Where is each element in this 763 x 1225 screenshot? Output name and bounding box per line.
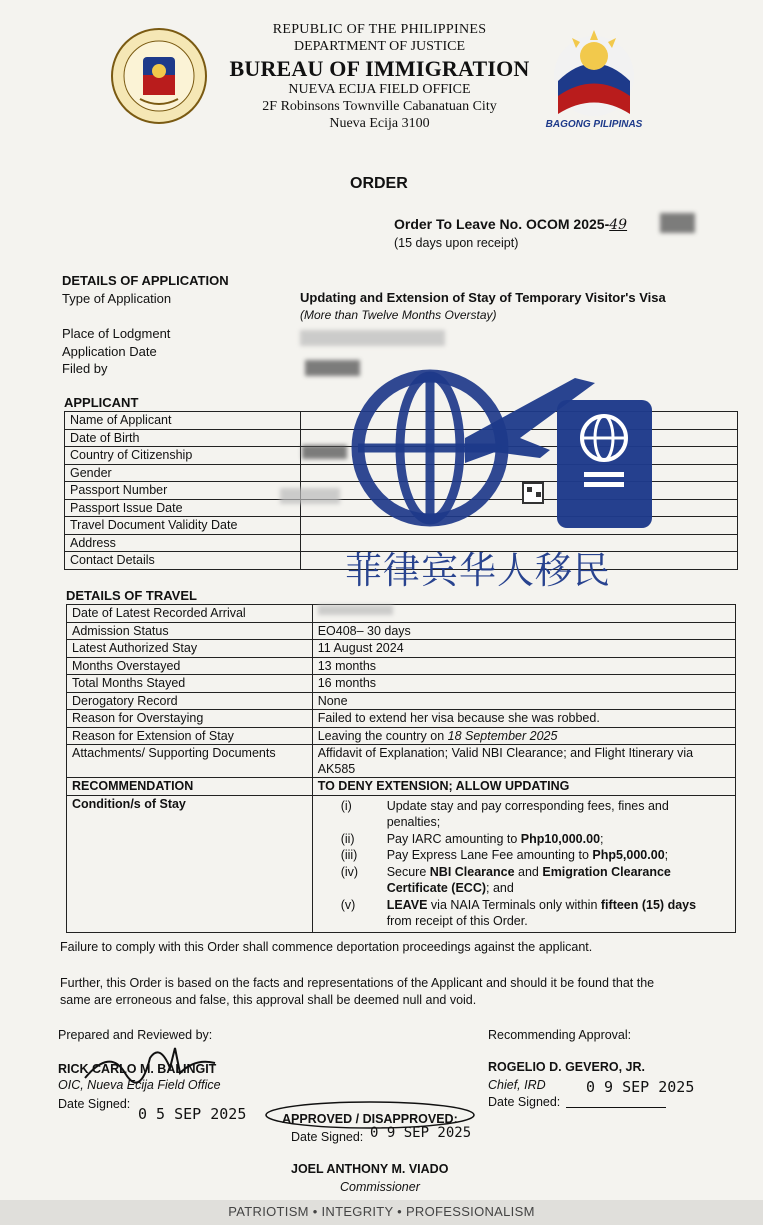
type-of-application-label: Type of Application (62, 291, 172, 306)
applicant-field-label: Date of Birth (65, 429, 301, 447)
condition-text (387, 847, 729, 864)
condition-text-part: ; (664, 848, 669, 862)
conditions-list (312, 795, 735, 932)
prepared-title: OIC, Nueva Ecija Field Office (58, 1078, 221, 1092)
condition-text-part: Pay IARC amounting to (386, 831, 521, 846)
applicant-field-label: Passport Issue Date (65, 499, 301, 517)
extension-label: Reason for Extension of Stay (67, 727, 313, 745)
condition-num: (ii) (340, 831, 355, 846)
passport-redaction (280, 488, 340, 504)
condition-text-line: Update stay and pay corresponding fees, fines and (386, 798, 669, 813)
travel-row (67, 692, 736, 710)
applicant-field-label: Name of Applicant (65, 412, 301, 430)
footer-motto: PATRIOTISM • INTEGRITY • PROFESSIONALISM (228, 1204, 535, 1219)
travel-field-value: 16 months (312, 675, 735, 693)
commissioner-name: JOEL ANTHONY M. VIADO (291, 1162, 449, 1176)
condition-text-part: Pay Express Lane Fee amounting to (386, 848, 593, 862)
approved-date-stamp: 0 9 SEP 2025 (370, 1125, 472, 1141)
travel-row-extension (67, 727, 736, 745)
header-field-office: NUEVA ECIJA FIELD OFFICE (288, 82, 471, 97)
order-number-label: Order To Leave No. OCOM 2025- (394, 216, 610, 232)
applicant-field-label: Contact Details (65, 552, 301, 570)
failure-notice: Failure to comply with this Order shall commence deportation proceedings against the applicant. (60, 940, 593, 954)
header-bureau: BUREAU OF IMMIGRATION (229, 56, 530, 81)
travel-row (67, 675, 736, 693)
condition-emphasis: fifteen (15) days (600, 897, 697, 912)
condition-emphasis: LEAVE (386, 897, 428, 912)
prepared-date-stamp: 0 5 SEP 2025 (138, 1105, 247, 1123)
condition-num: (v) (340, 897, 356, 912)
applicant-section-title: APPLICANT (64, 395, 139, 410)
order-number (394, 216, 627, 233)
conditions-label: Condition/s of Stay (67, 795, 313, 932)
prepared-label: Prepared and Reviewed by: (58, 1028, 213, 1042)
condition-amount: Php5,000.00 (592, 848, 665, 862)
bagong-pilipinas-label: BAGONG PILIPINAS (545, 119, 643, 130)
travel-field-value: EO408– 30 days (312, 622, 735, 640)
travel-field-label: Months Overstayed (67, 657, 313, 675)
travel-field-value: None (312, 692, 735, 710)
condition-text-line: penalties; (386, 815, 441, 829)
bagong-pilipinas-logo (538, 26, 650, 134)
travel-row-conditions (67, 795, 736, 932)
condition-item (341, 798, 729, 831)
condition-text (387, 831, 729, 848)
condition-item (341, 897, 729, 930)
condition-text-part: Secure (386, 864, 430, 879)
header-city: Nueva Ecija 3100 (329, 116, 430, 131)
further-notice-line1: Further, this Order is based on the facts and representations of the Applicant and should it be found that the (60, 976, 655, 990)
travel-row-attachments (67, 745, 736, 778)
travel-field-label: Latest Authorized Stay (67, 640, 313, 658)
recommend-date-label: Date Signed: (488, 1095, 561, 1109)
travel-field-label: Derogatory Record (67, 692, 313, 710)
approved-date-label: Date Signed: (291, 1130, 364, 1144)
travel-field-label: Date of Latest Recorded Arrival (67, 605, 313, 623)
order-number-redaction (660, 213, 695, 233)
condition-amount: Php10,000.00 (520, 831, 601, 846)
recommend-name: ROGELIO D. GEVERO, JR. (488, 1060, 645, 1074)
extension-date: 18 September 2025 (447, 728, 558, 743)
condition-text-part: and (514, 864, 543, 879)
extension-value (312, 727, 735, 745)
applicant-field-label: Country of Citizenship (65, 447, 301, 465)
arrival-redaction (318, 605, 393, 615)
prepared-name: RICK CARLO M. BALINGIT (58, 1062, 217, 1076)
filed-by-label: Filed by (62, 361, 108, 376)
condition-item (341, 831, 729, 848)
condition-text-part: ; and (486, 881, 514, 895)
attachments-label: Attachments/ Supporting Documents (67, 745, 313, 778)
recommendation-value: TO DENY EXTENSION; ALLOW UPDATING (312, 778, 735, 796)
condition-emphasis: Emigration Clearance (542, 864, 671, 879)
condition-num: (iv) (340, 864, 359, 879)
recommendation-label: RECOMMENDATION (67, 778, 313, 796)
travel-row (67, 605, 736, 623)
attachments-value (312, 745, 735, 778)
condition-text-part: via NAIA Terminals only within (427, 897, 601, 912)
header-address: 2F Robinsons Townville Cabanatuan City (262, 99, 497, 114)
further-notice-line2: same are erroneous and false, this approval shall be deemed null and void. (60, 993, 477, 1007)
approved-label: APPROVED / DISAPPROVED: (282, 1112, 458, 1126)
condition-text-part: ; (600, 831, 604, 846)
attachments-line1: Affidavit of Explanation; Valid NBI Clearance; and Flight Itinerary via (317, 746, 694, 760)
condition-item (341, 847, 729, 864)
condition-emphasis: NBI Clearance (429, 864, 515, 879)
header-republic: REPUBLIC OF THE PHILIPPINES (272, 22, 487, 37)
attachments-line2: AK585 (317, 762, 356, 776)
application-section-title: DETAILS OF APPLICATION (62, 273, 229, 288)
applicant-field-label: Address (65, 534, 301, 552)
condition-text-part: from receipt of this Order. (386, 914, 528, 928)
condition-item (341, 864, 729, 897)
travel-row (67, 640, 736, 658)
travel-field-value: Failed to extend her visa because she was robbed. (312, 710, 735, 728)
applicant-field-label: Passport Number (65, 482, 301, 500)
recommend-label: Recommending Approval: (488, 1028, 632, 1042)
travel-section-title: DETAILS OF TRAVEL (66, 588, 197, 603)
travel-field-value: 11 August 2024 (312, 640, 735, 658)
extension-value-text: Leaving the country on (317, 728, 448, 743)
application-date-label: Application Date (62, 344, 157, 359)
travel-field-value: 13 months (312, 657, 735, 675)
recommend-date-stamp: 0 9 SEP 2025 (586, 1078, 695, 1096)
condition-num: (i) (340, 798, 352, 813)
place-of-lodgment-label: Place of Lodgment (62, 326, 171, 341)
travel-table (66, 604, 736, 933)
condition-text (387, 798, 729, 831)
type-of-application-note: (More than Twelve Months Overstay) (300, 308, 497, 322)
dob-redaction (302, 445, 347, 459)
order-title: ORDER (350, 175, 408, 192)
commissioner-title: Commissioner (340, 1180, 420, 1194)
lodgment-redaction (300, 330, 445, 346)
watermark-logo (345, 368, 665, 538)
header-department: DEPARTMENT OF JUSTICE (293, 39, 466, 54)
recommend-date-line (566, 1107, 666, 1108)
condition-text (387, 897, 729, 930)
travel-row-recommendation (67, 778, 736, 796)
watermark-text: 菲律宾华人移民 (345, 549, 611, 592)
condition-emphasis: Certificate (ECC) (386, 881, 487, 895)
applicant-field-label: Travel Document Validity Date (65, 517, 301, 535)
prepared-date-label: Date Signed: (58, 1097, 131, 1111)
order-validity: (15 days upon receipt) (394, 236, 519, 250)
travel-row (67, 622, 736, 640)
applicant-field-label: Gender (65, 464, 301, 482)
travel-field-label: Reason for Overstaying (67, 710, 313, 728)
type-of-application-value: Updating and Extension of Stay of Temporary Visitor's Visa (300, 290, 666, 305)
recommend-title: Chief, IRD (488, 1078, 546, 1092)
travel-field-label: Admission Status (67, 622, 313, 640)
condition-text (387, 864, 729, 897)
order-number-value: 49 (609, 217, 628, 233)
travel-row (67, 710, 736, 728)
travel-field-label: Total Months Stayed (67, 675, 313, 693)
travel-row (67, 657, 736, 675)
condition-num: (iii) (340, 848, 358, 862)
